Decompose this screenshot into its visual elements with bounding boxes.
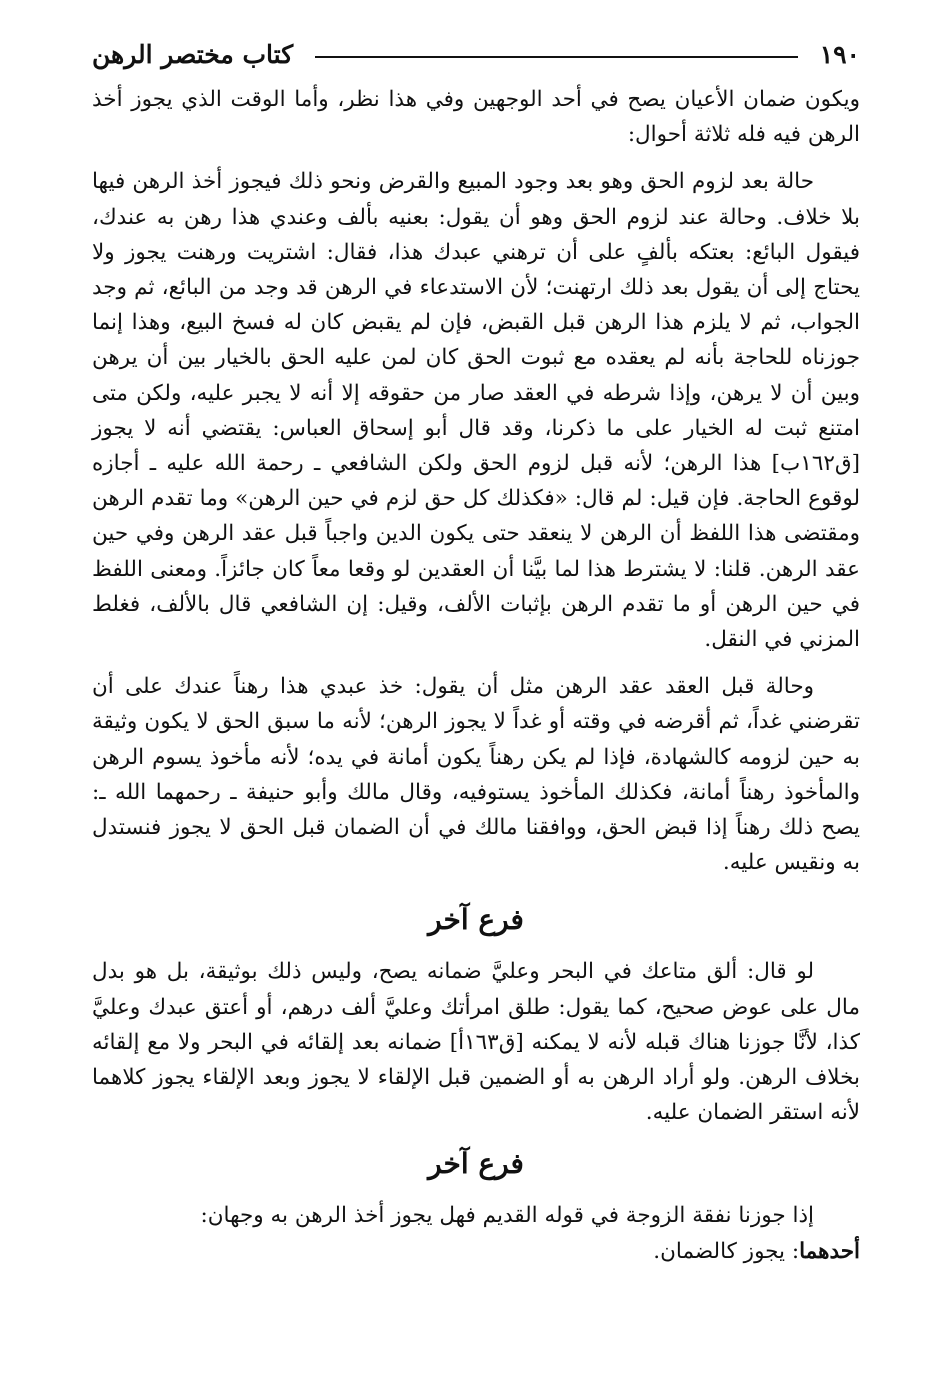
page-number: ١٩٠ — [819, 39, 860, 69]
first-opinion-paragraph — [92, 1234, 860, 1269]
first-opinion-text: : يجوز كالضمان. — [653, 1238, 800, 1264]
page-body — [92, 82, 860, 1269]
section-heading-1: فرع آخر — [428, 903, 524, 937]
section-heading-2: فرع آخر — [428, 1147, 524, 1181]
header-rule — [315, 56, 798, 58]
state-after-obligation-paragraph: حالة بعد لزوم الحق وهو بعد وجود المبيع والقرض ونحو ذلك فيجوز أخذ الرهن فيها بلا خلاف. وحالة عند لزوم الحق وهو أن يقول: بعنيه بألف وعندي هذا رهن به عندك، فيقول البائع: بعتكه بألفٍ على أن ترهني عبدك هذا، فقال: اشتريت ورهنت يجوز ولا يحتاج إلى أن يقول بعد ذلك ارتهنت؛ لأن الاستدعاء في الرهن قد وجد من البائع، ثم وجد الجواب، ثم لا يلزم هذا الرهن قبل القبض، فإن لم يقبض كان له فسخ البيع، وهذا إنما جوزناه للحاجة بأنه لم يعقده مع ثبوت الحق كان لمن عليه الحق بالخيار بين أن يرهن وبين أن لا يرهن، وإذا شرطه في العقد صار من حقوقه إلا أنه لا يجبر عليه، ولكن متى امتنع ثبت له الخيار على ما ذكرنا، وقد قال أبو إسحاق العباس: يقتضي أنه لا يجوز [ق١٦٢ب] هذا الرهن؛ لأنه قبل لزوم الحق ولكن الشافعي ـ رحمة الله عليه ـ أجازه لوقوع الحاجة. فإن قيل: لم قال: «فكذلك كل حق لزم في حين الرهن» وما تقدم الرهن ومقتضى هذا اللفظ أن الرهن لا ينعقد حتى يكون الدين واجباً قبل عقد الرهن وفي حين عقد الرهن. قلنا: لا يشترط هذا لما بيَّنا أن العقدين لو وقعا معاً كان جائزاً. ومعنى اللفظ في حين الرهن أو ما تقدم الرهن بإثبات الألف، وقيل: إن الشافعي قال بالألف، فغلط المزني في النقل. — [92, 169, 860, 653]
branch-2-paragraph: إذا جوزنا نفقة الزوجة في قوله القديم فهل يجوز أخذ الرهن به وجهان: — [200, 1203, 814, 1229]
branch-1-paragraph: لو قال: ألق متاعك في البحر وعليَّ ضمانه يصح، وليس ذلك بوثيقة، بل هو بدل مال على عوض صحيح، كما يقول: طلق امرأتك وعليَّ ألف درهم، أو أعتق عبدك وعليَّ كذا، لأنَّا جوزنا هناك قبله لأنه لا يمكنه [ق١٦٣أ] ضمانه بعد إلقائه في البحر ولا مع إلقائه بخلاف الرهن. ولو أراد الرهن به أو الضمين قبل الإلقاء لا يجوز وبعد الإلقاء يجوز كلاهما لأنه استقر الضمان عليه. — [92, 959, 860, 1126]
book-title: كتاب مختصر الرهن — [92, 39, 294, 69]
state-before-contract-paragraph: وحالة قبل العقد عقد الرهن مثل أن يقول: خذ عبدي هذا رهناً عندك على أن تقرضني غداً، ثم أقرضه في وقته أو غداً لا يجوز الرهن؛ لأنه ما سبق الحق لا يكون وثيقة به حين لزومه كالشهادة، فإذا لم يكن رهناً يكون أمانة في يده؛ لأنه مأخوذ يسوم الرهن والمأخوذ رهناً أمانة، فكذلك المأخوذ يستوفيه، وقال مالك وأبو حنيفة ـ رحمهما الله ـ: يصح ذلك رهناً إذا قبض الحق، ووافقنا مالك في أن الضمان قبل الحق لا يجوز فنستدل به ونقيس عليه. — [92, 674, 860, 876]
first-opinion-label: أحدهما — [799, 1238, 860, 1264]
running-header — [92, 34, 860, 74]
intro-paragraph: ويكون ضمان الأعيان يصح في أحد الوجهين وفي هذا نظر، وأما الوقت الذي يجوز أخذ الرهن فيه فله ثلاثة أحوال: — [92, 87, 860, 148]
